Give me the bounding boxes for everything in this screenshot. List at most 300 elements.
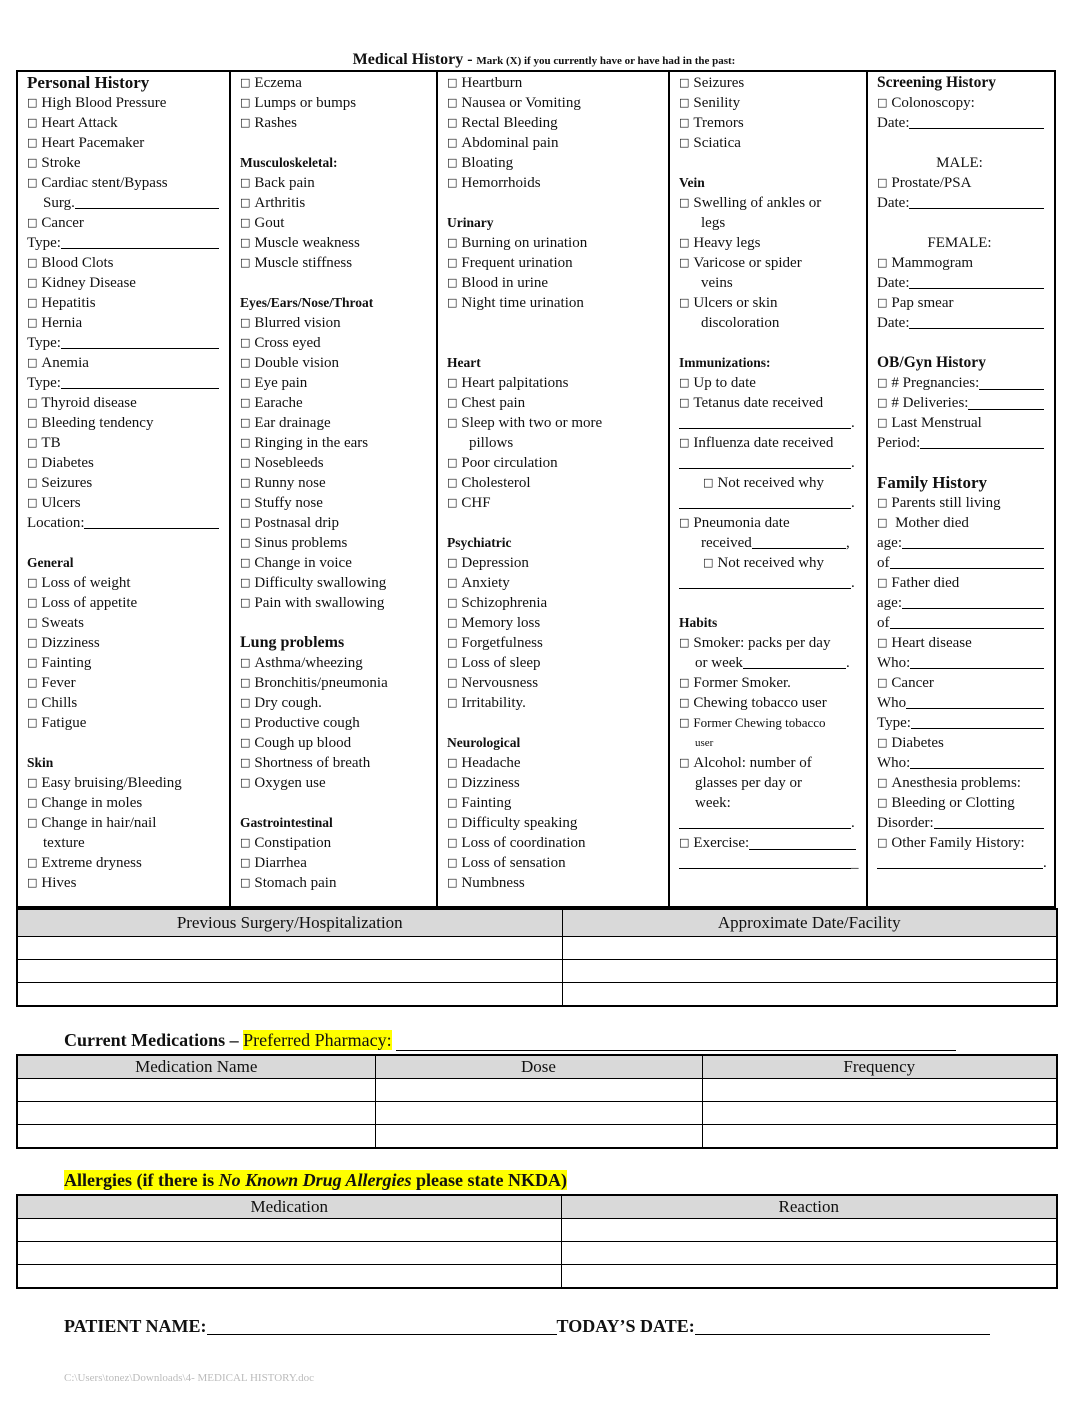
checkbox-item-ringing-in-the-ears[interactable] <box>240 433 436 453</box>
checkbox-item-burning-on-urination[interactable] <box>447 233 668 253</box>
checkbox-item-mammogram[interactable] <box>877 253 1056 273</box>
checkbox-item-extreme-dryness[interactable] <box>27 853 229 873</box>
write-in-line[interactable] <box>743 668 846 669</box>
checkbox-icon[interactable]: □ <box>27 656 38 669</box>
blank-line-field[interactable] <box>679 813 866 833</box>
write-in-line[interactable] <box>909 328 1044 329</box>
checkbox-item-cholesterol[interactable] <box>447 473 668 493</box>
checkbox-item-anemia[interactable] <box>27 353 229 373</box>
checkbox-icon[interactable]: □ <box>679 376 690 389</box>
field-who[interactable] <box>877 653 1056 673</box>
blank-line-field[interactable] <box>679 493 866 513</box>
checkbox-item-heart-attack[interactable] <box>27 113 229 133</box>
checkbox-item-hives[interactable] <box>27 873 229 893</box>
checkbox-item-heart-palpitations[interactable] <box>447 373 668 393</box>
field-disorder[interactable] <box>877 813 1056 833</box>
checkbox-item-irritability[interactable] <box>447 693 668 713</box>
checkbox-item-bloating[interactable] <box>447 153 668 173</box>
checkbox-icon[interactable]: □ <box>679 76 690 89</box>
checkbox-icon[interactable]: □ <box>27 276 38 289</box>
checkbox-item-sciatica[interactable] <box>679 133 866 153</box>
checkbox-item-exercise[interactable] <box>679 833 866 853</box>
checkbox-item-loss-of-appetite[interactable] <box>27 593 229 613</box>
checkbox-item-muscle-stiffness[interactable] <box>240 253 436 273</box>
checkbox-icon[interactable]: □ <box>877 776 888 789</box>
checkbox-icon[interactable]: □ <box>703 476 714 489</box>
checkbox-item-smoker-packs-per-day[interactable] <box>679 633 866 653</box>
field-type[interactable] <box>27 233 229 253</box>
write-in-line[interactable] <box>909 128 1044 129</box>
checkbox-item-dizziness[interactable] <box>27 633 229 653</box>
checkbox-icon[interactable]: □ <box>27 716 38 729</box>
checkbox-item-senility[interactable] <box>679 93 866 113</box>
checkbox-item-heartburn[interactable] <box>447 73 668 93</box>
checkbox-icon[interactable]: □ <box>240 176 251 189</box>
checkbox-icon[interactable]: □ <box>240 576 251 589</box>
checkbox-icon[interactable]: □ <box>27 496 38 509</box>
checkbox-icon[interactable]: □ <box>877 96 888 109</box>
checkbox-icon[interactable]: □ <box>447 376 458 389</box>
checkbox-item-dry-cough[interactable] <box>240 693 436 713</box>
checkbox-item-eye-pain[interactable] <box>240 373 436 393</box>
write-in-line[interactable] <box>749 849 856 850</box>
checkbox-icon[interactable]: □ <box>679 236 690 249</box>
checkbox-item-anxiety[interactable] <box>447 573 668 593</box>
checkbox-item-loss-of-coordination[interactable] <box>447 833 668 853</box>
checkbox-icon[interactable]: □ <box>27 636 38 649</box>
field-legs[interactable] <box>679 213 866 233</box>
write-in-line[interactable] <box>902 608 1044 609</box>
write-in-line[interactable] <box>679 828 851 829</box>
checkbox-item-depression[interactable] <box>447 553 668 573</box>
write-in-line[interactable] <box>679 468 851 469</box>
checkbox-item-nausea-or-vomiting[interactable] <box>447 93 668 113</box>
checkbox-item-back-pain[interactable] <box>240 173 436 193</box>
checkbox-icon[interactable]: □ <box>27 116 38 129</box>
checkbox-item-heart-pacemaker[interactable] <box>27 133 229 153</box>
checkbox-item-cough-up-blood[interactable] <box>240 733 436 753</box>
checkbox-item-dizziness[interactable] <box>447 773 668 793</box>
dose-cell[interactable] <box>375 1102 702 1125</box>
checkbox-item-shortness-of-breath[interactable] <box>240 753 436 773</box>
checkbox-icon[interactable]: □ <box>877 676 888 689</box>
field-period[interactable] <box>877 433 1056 453</box>
field-type[interactable] <box>27 373 229 393</box>
checkbox-item-prostate-psa[interactable] <box>877 173 1056 193</box>
checkbox-item-sleep-with-two-or-more[interactable] <box>447 413 668 433</box>
checkbox-item-runny-nose[interactable] <box>240 473 436 493</box>
checkbox-item-other-family-history[interactable] <box>877 833 1056 853</box>
checkbox-icon[interactable]: □ <box>679 836 690 849</box>
checkbox-icon[interactable]: □ <box>27 816 38 829</box>
checkbox-icon[interactable]: □ <box>703 556 714 569</box>
checkbox-icon[interactable]: □ <box>877 396 888 409</box>
checkbox-icon[interactable]: □ <box>877 256 888 269</box>
write-in-line[interactable] <box>679 428 851 429</box>
checkbox-item-former-chewing-tobacco[interactable] <box>679 713 866 733</box>
write-in-line[interactable] <box>75 208 219 209</box>
write-in-line[interactable] <box>902 548 1044 549</box>
todays-date-field[interactable] <box>695 1334 990 1335</box>
checkbox-icon[interactable]: □ <box>679 516 690 529</box>
pharmacy-field[interactable] <box>396 1050 956 1051</box>
checkbox-icon[interactable]: □ <box>447 556 458 569</box>
field-age[interactable] <box>877 593 1056 613</box>
checkbox-item-hepatitis[interactable] <box>27 293 229 313</box>
checkbox-icon[interactable]: □ <box>240 856 251 869</box>
checkbox-icon[interactable]: □ <box>447 116 458 129</box>
checkbox-icon[interactable]: □ <box>27 176 38 189</box>
checkbox-icon[interactable]: □ <box>447 496 458 509</box>
checkbox-icon[interactable]: □ <box>447 816 458 829</box>
checkbox-icon[interactable]: □ <box>240 76 251 89</box>
checkbox-icon[interactable]: □ <box>240 236 251 249</box>
checkbox-item-pregnancies[interactable] <box>877 373 1056 393</box>
checkbox-item-nervousness[interactable] <box>447 673 668 693</box>
checkbox-icon[interactable]: □ <box>679 196 690 209</box>
field-female[interactable] <box>877 233 1056 253</box>
checkbox-item-varicose-or-spider[interactable] <box>679 253 866 273</box>
field-discoloration[interactable] <box>679 313 866 333</box>
checkbox-item-bronchitis-pneumonia[interactable] <box>240 673 436 693</box>
checkbox-icon[interactable]: □ <box>240 356 251 369</box>
checkbox-icon[interactable]: □ <box>877 576 888 589</box>
checkbox-icon[interactable]: □ <box>679 136 690 149</box>
checkbox-icon[interactable]: □ <box>240 876 251 889</box>
checkbox-item-seizures[interactable] <box>27 473 229 493</box>
checkbox-icon[interactable]: □ <box>27 316 38 329</box>
checkbox-icon[interactable]: □ <box>877 796 888 809</box>
checkbox-icon[interactable]: □ <box>447 136 458 149</box>
checkbox-icon[interactable]: □ <box>240 456 251 469</box>
checkbox-item-swelling-of-ankles-or[interactable] <box>679 193 866 213</box>
checkbox-item-earache[interactable] <box>240 393 436 413</box>
checkbox-item-headache[interactable] <box>447 753 668 773</box>
checkbox-item-cancer[interactable] <box>27 213 229 233</box>
field-glasses-per-day-or[interactable] <box>679 773 866 793</box>
checkbox-item-productive-cough[interactable] <box>240 713 436 733</box>
dose-cell[interactable] <box>375 1079 702 1102</box>
checkbox-icon[interactable]: □ <box>27 456 38 469</box>
checkbox-item-deliveries[interactable] <box>877 393 1056 413</box>
checkbox-item-loss-of-sensation[interactable] <box>447 853 668 873</box>
checkbox-icon[interactable]: □ <box>27 396 38 409</box>
checkbox-item-thyroid-disease[interactable] <box>27 393 229 413</box>
field-surg[interactable] <box>27 193 229 213</box>
checkbox-item-influenza-date-received[interactable] <box>679 433 866 453</box>
checkbox-icon[interactable]: □ <box>679 696 690 709</box>
checkbox-icon[interactable]: □ <box>877 176 888 189</box>
checkbox-icon[interactable]: □ <box>27 856 38 869</box>
checkbox-icon[interactable]: □ <box>240 376 251 389</box>
checkbox-item-night-time-urination[interactable] <box>447 293 668 313</box>
checkbox-item-high-blood-pressure[interactable] <box>27 93 229 113</box>
write-in-line[interactable] <box>679 868 851 869</box>
checkbox-icon[interactable]: □ <box>679 756 690 769</box>
checkbox-item-heavy-legs[interactable] <box>679 233 866 253</box>
checkbox-icon[interactable]: □ <box>679 296 690 309</box>
write-in-line[interactable] <box>84 528 219 529</box>
field-date[interactable] <box>877 113 1056 133</box>
checkbox-icon[interactable]: □ <box>877 376 888 389</box>
checkbox-icon[interactable]: □ <box>447 616 458 629</box>
medication-name-cell[interactable] <box>17 1102 375 1125</box>
checkbox-icon[interactable]: □ <box>447 296 458 309</box>
checkbox-icon[interactable]: □ <box>447 156 458 169</box>
checkbox-icon[interactable]: □ <box>27 676 38 689</box>
checkbox-icon[interactable]: □ <box>679 96 690 109</box>
checkbox-icon[interactable]: □ <box>27 796 38 809</box>
checkbox-item-pap-smear[interactable] <box>877 293 1056 313</box>
checkbox-icon[interactable]: □ <box>877 516 888 529</box>
write-in-line[interactable] <box>679 588 851 589</box>
write-in-line[interactable] <box>61 388 219 389</box>
checkbox-icon[interactable]: □ <box>240 656 251 669</box>
checkbox-item-blurred-vision[interactable] <box>240 313 436 333</box>
checkbox-item-heart-disease[interactable] <box>877 633 1056 653</box>
allergy-medication-cell[interactable] <box>17 1265 561 1289</box>
write-in-line[interactable] <box>61 248 219 249</box>
checkbox-icon[interactable]: □ <box>877 836 888 849</box>
surgery-date-cell[interactable] <box>562 983 1057 1007</box>
checkbox-icon[interactable]: □ <box>679 636 690 649</box>
frequency-cell[interactable] <box>702 1079 1057 1102</box>
checkbox-icon[interactable]: □ <box>240 736 251 749</box>
field-week[interactable] <box>679 793 866 813</box>
checkbox-icon[interactable]: □ <box>27 876 38 889</box>
checkbox-icon[interactable]: □ <box>447 676 458 689</box>
patient-name-field[interactable] <box>207 1334 557 1335</box>
checkbox-item-abdominal-pain[interactable] <box>447 133 668 153</box>
checkbox-item-hernia[interactable] <box>27 313 229 333</box>
checkbox-icon[interactable]: □ <box>27 216 38 229</box>
checkbox-icon[interactable]: □ <box>240 396 251 409</box>
checkbox-icon[interactable]: □ <box>679 396 690 409</box>
checkbox-item-former-smoker[interactable] <box>679 673 866 693</box>
checkbox-icon[interactable]: □ <box>447 656 458 669</box>
checkbox-icon[interactable]: □ <box>679 436 690 449</box>
checkbox-icon[interactable]: □ <box>240 196 251 209</box>
blank-line-field[interactable] <box>679 573 866 593</box>
reaction-cell[interactable] <box>561 1219 1057 1242</box>
write-in-line[interactable] <box>877 868 1043 869</box>
frequency-cell[interactable] <box>702 1125 1057 1149</box>
checkbox-item-anesthesia-problems[interactable] <box>877 773 1056 793</box>
checkbox-icon[interactable]: □ <box>240 496 251 509</box>
checkbox-item-ear-drainage[interactable] <box>240 413 436 433</box>
checkbox-item-frequent-urination[interactable] <box>447 253 668 273</box>
checkbox-icon[interactable]: □ <box>877 416 888 429</box>
checkbox-icon[interactable]: □ <box>240 256 251 269</box>
checkbox-icon[interactable]: □ <box>447 836 458 849</box>
checkbox-item-sweats[interactable] <box>27 613 229 633</box>
checkbox-icon[interactable]: □ <box>447 576 458 589</box>
checkbox-icon[interactable]: □ <box>447 416 458 429</box>
field-age[interactable] <box>877 533 1056 553</box>
checkbox-icon[interactable]: □ <box>447 876 458 889</box>
checkbox-item-fever[interactable] <box>27 673 229 693</box>
checkbox-icon[interactable]: □ <box>240 776 251 789</box>
surgery-cell[interactable] <box>17 937 562 960</box>
write-in-line[interactable] <box>968 409 1044 410</box>
checkbox-item-cancer[interactable] <box>877 673 1056 693</box>
checkbox-item-asthma-wheezing[interactable] <box>240 653 436 673</box>
write-in-line[interactable] <box>979 389 1044 390</box>
checkbox-item-father-died[interactable] <box>877 573 1056 593</box>
checkbox-item-bleeding-tendency[interactable] <box>27 413 229 433</box>
checkbox-icon[interactable]: □ <box>240 336 251 349</box>
checkbox-item-schizophrenia[interactable] <box>447 593 668 613</box>
checkbox-icon[interactable]: □ <box>447 776 458 789</box>
checkbox-icon[interactable]: □ <box>27 296 38 309</box>
checkbox-item-constipation[interactable] <box>240 833 436 853</box>
checkbox-icon[interactable]: □ <box>240 596 251 609</box>
checkbox-item-gout[interactable] <box>240 213 436 233</box>
allergy-medication-cell[interactable] <box>17 1242 561 1265</box>
surgery-cell[interactable] <box>17 983 562 1007</box>
checkbox-item-loss-of-sleep[interactable] <box>447 653 668 673</box>
write-in-line[interactable] <box>890 568 1045 569</box>
checkbox-item-loss-of-weight[interactable] <box>27 573 229 593</box>
field-pillows[interactable] <box>447 433 668 453</box>
surgery-cell[interactable] <box>17 960 562 983</box>
checkbox-icon[interactable]: □ <box>447 796 458 809</box>
reaction-cell[interactable] <box>561 1242 1057 1265</box>
checkbox-item-diarrhea[interactable] <box>240 853 436 873</box>
checkbox-icon[interactable]: □ <box>447 476 458 489</box>
write-in-line[interactable] <box>934 828 1044 829</box>
checkbox-icon[interactable]: □ <box>240 476 251 489</box>
checkbox-icon[interactable]: □ <box>240 536 251 549</box>
checkbox-item-easy-bruising-bleeding[interactable] <box>27 773 229 793</box>
checkbox-item-fainting[interactable] <box>27 653 229 673</box>
write-in-line[interactable] <box>61 348 219 349</box>
checkbox-icon[interactable]: □ <box>447 636 458 649</box>
surgery-date-cell[interactable] <box>562 937 1057 960</box>
field-who[interactable] <box>877 693 1056 713</box>
checkbox-item-blood-in-urine[interactable] <box>447 273 668 293</box>
checkbox-icon[interactable]: □ <box>877 296 888 309</box>
checkbox-icon[interactable]: □ <box>240 756 251 769</box>
checkbox-item-chf[interactable] <box>447 493 668 513</box>
checkbox-icon[interactable]: □ <box>27 616 38 629</box>
checkbox-icon[interactable]: □ <box>240 316 251 329</box>
checkbox-icon[interactable]: □ <box>240 696 251 709</box>
checkbox-item-colonoscopy[interactable] <box>877 93 1056 113</box>
write-in-line[interactable] <box>906 708 1044 709</box>
surgery-date-cell[interactable] <box>562 960 1057 983</box>
checkbox-item-ulcers-or-skin[interactable] <box>679 293 866 313</box>
checkbox-icon[interactable]: □ <box>447 696 458 709</box>
checkbox-icon[interactable]: □ <box>240 96 251 109</box>
checkbox-item-tremors[interactable] <box>679 113 866 133</box>
frequency-cell[interactable] <box>702 1102 1057 1125</box>
checkbox-item-oxygen-use[interactable] <box>240 773 436 793</box>
checkbox-item-numbness[interactable] <box>447 873 668 893</box>
field-who[interactable] <box>877 753 1056 773</box>
checkbox-item-fainting[interactable] <box>447 793 668 813</box>
checkbox-icon[interactable]: □ <box>240 716 251 729</box>
field-type[interactable] <box>27 333 229 353</box>
checkbox-icon[interactable]: □ <box>679 676 690 689</box>
checkbox-icon[interactable]: □ <box>447 176 458 189</box>
checkbox-icon[interactable]: □ <box>447 276 458 289</box>
checkbox-item-up-to-date[interactable] <box>679 373 866 393</box>
checkbox-item-cross-eyed[interactable] <box>240 333 436 353</box>
checkbox-item-forgetfulness[interactable] <box>447 633 668 653</box>
write-in-line[interactable] <box>679 508 851 509</box>
checkbox-item-difficulty-speaking[interactable] <box>447 813 668 833</box>
checkbox-item-chewing-tobacco-user[interactable] <box>679 693 866 713</box>
field-location[interactable] <box>27 513 229 533</box>
checkbox-item-lumps-or-bumps[interactable] <box>240 93 436 113</box>
checkbox-icon[interactable]: □ <box>27 696 38 709</box>
checkbox-item-blood-clots[interactable] <box>27 253 229 273</box>
checkbox-item-fatigue[interactable] <box>27 713 229 733</box>
checkbox-item-arthritis[interactable] <box>240 193 436 213</box>
checkbox-item-diabetes[interactable] <box>27 453 229 473</box>
medication-name-cell[interactable] <box>17 1079 375 1102</box>
write-in-line[interactable] <box>920 448 1044 449</box>
checkbox-item-last-menstrual[interactable] <box>877 413 1056 433</box>
checkbox-item-postnasal-drip[interactable] <box>240 513 436 533</box>
field-texture[interactable] <box>27 833 229 853</box>
write-in-line[interactable] <box>909 288 1044 289</box>
checkbox-icon[interactable]: □ <box>679 256 690 269</box>
checkbox-item-seizures[interactable] <box>679 73 866 93</box>
checkbox-icon[interactable]: □ <box>447 236 458 249</box>
checkbox-icon[interactable]: □ <box>447 256 458 269</box>
write-in-line[interactable] <box>911 728 1044 729</box>
checkbox-icon[interactable]: □ <box>27 136 38 149</box>
checkbox-item-chills[interactable] <box>27 693 229 713</box>
checkbox-item-stomach-pain[interactable] <box>240 873 436 893</box>
checkbox-icon[interactable]: □ <box>240 516 251 529</box>
field-of[interactable] <box>877 613 1056 633</box>
checkbox-icon[interactable]: □ <box>877 636 888 649</box>
checkbox-item-stuffy-nose[interactable] <box>240 493 436 513</box>
checkbox-item-tetanus-date-received[interactable] <box>679 393 866 413</box>
checkbox-icon[interactable]: □ <box>27 256 38 269</box>
checkbox-item-rectal-bleeding[interactable] <box>447 113 668 133</box>
checkbox-item-chest-pain[interactable] <box>447 393 668 413</box>
allergy-medication-cell[interactable] <box>17 1219 561 1242</box>
checkbox-item-not-received-why[interactable] <box>679 553 866 573</box>
checkbox-item-change-in-moles[interactable] <box>27 793 229 813</box>
checkbox-item-nosebleeds[interactable] <box>240 453 436 473</box>
checkbox-item-kidney-disease[interactable] <box>27 273 229 293</box>
field-received[interactable] <box>679 533 866 553</box>
field-or-week[interactable] <box>679 653 866 673</box>
checkbox-item-alcohol-number-of[interactable] <box>679 753 866 773</box>
checkbox-item-mother-died[interactable] <box>877 513 1056 533</box>
field-date[interactable] <box>877 193 1056 213</box>
write-in-line[interactable] <box>752 548 846 549</box>
checkbox-item-cardiac-stent-bypass[interactable] <box>27 173 229 193</box>
field-of[interactable] <box>877 553 1056 573</box>
blank-line-field[interactable] <box>679 413 866 433</box>
field-male[interactable] <box>877 153 1056 173</box>
checkbox-item-hemorrhoids[interactable] <box>447 173 668 193</box>
checkbox-item-muscle-weakness[interactable] <box>240 233 436 253</box>
checkbox-icon[interactable]: □ <box>240 676 251 689</box>
checkbox-icon[interactable]: □ <box>447 396 458 409</box>
dose-cell[interactable] <box>375 1125 702 1149</box>
checkbox-icon[interactable]: □ <box>240 416 251 429</box>
checkbox-icon[interactable]: □ <box>27 156 38 169</box>
checkbox-icon[interactable]: □ <box>240 216 251 229</box>
checkbox-icon[interactable]: □ <box>877 496 888 509</box>
